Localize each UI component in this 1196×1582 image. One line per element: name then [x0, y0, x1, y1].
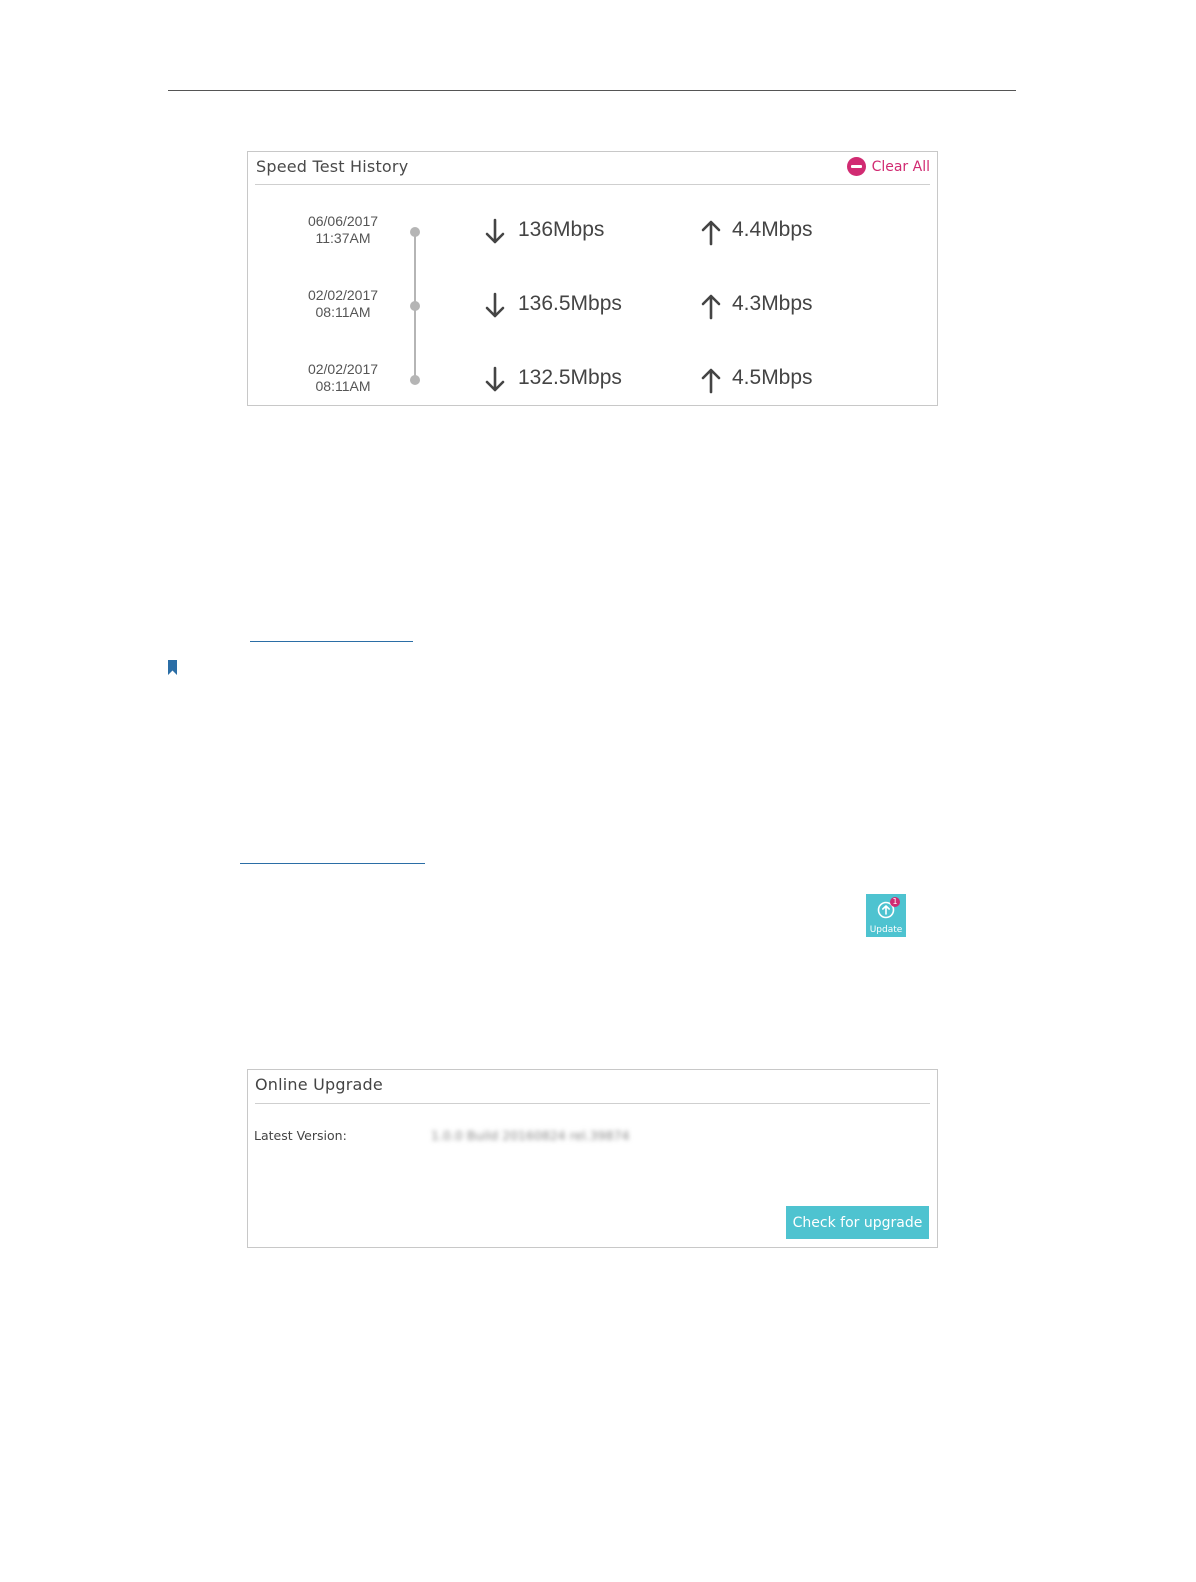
upload-arrow-icon [700, 366, 722, 394]
history-time: 08:11AM [315, 378, 371, 394]
update-label: Update [869, 925, 903, 935]
download-arrow-icon [484, 292, 506, 320]
history-row [248, 361, 937, 401]
remove-icon [847, 157, 866, 176]
history-timestamp [288, 213, 398, 247]
notification-badge: 1 [890, 897, 900, 907]
panel-header [255, 152, 930, 185]
history-row [248, 213, 937, 253]
upload-speed: 4.4Mbps [732, 218, 813, 241]
header-rule [168, 90, 1016, 91]
check-for-upgrade-button[interactable]: Check for upgrade [786, 1206, 929, 1239]
download-speed: 132.5Mbps [518, 366, 622, 389]
online-upgrade-panel [247, 1069, 938, 1248]
history-timestamp [288, 361, 398, 395]
timeline-dot [410, 375, 420, 385]
update-button[interactable] [866, 894, 906, 937]
upload-speed: 4.5Mbps [732, 366, 813, 389]
latest-version-label: Latest Version: [254, 1128, 347, 1143]
panel-title: Speed Test History [256, 157, 409, 176]
timeline-dot [410, 227, 420, 237]
hyperlink-underline[interactable] [250, 641, 413, 642]
history-date: 06/06/2017 [307, 213, 379, 229]
download-arrow-icon [484, 366, 506, 394]
upload-speed: 4.3Mbps [732, 292, 813, 315]
panel-header [255, 1070, 930, 1104]
bookmark-icon [168, 660, 177, 675]
download-speed: 136.5Mbps [518, 292, 622, 315]
speed-test-history-panel [247, 151, 938, 406]
timeline-dot [410, 301, 420, 311]
upload-arrow-icon [700, 292, 722, 320]
download-arrow-icon [484, 218, 506, 246]
history-timestamp [288, 287, 398, 321]
clear-all-label: Clear All [871, 158, 930, 175]
latest-version-value: 1.0.0 Build 20160824 rel.39874 [431, 1128, 630, 1143]
panel-title: Online Upgrade [255, 1075, 383, 1094]
history-time: 08:11AM [315, 304, 371, 320]
history-date: 02/02/2017 [307, 361, 379, 377]
clear-all-button[interactable] [847, 157, 930, 176]
upload-arrow-icon [700, 218, 722, 246]
history-time: 11:37AM [315, 230, 371, 246]
hyperlink-underline[interactable] [240, 863, 425, 864]
history-row [248, 287, 937, 327]
history-date: 02/02/2017 [307, 287, 379, 303]
download-speed: 136Mbps [518, 218, 605, 241]
